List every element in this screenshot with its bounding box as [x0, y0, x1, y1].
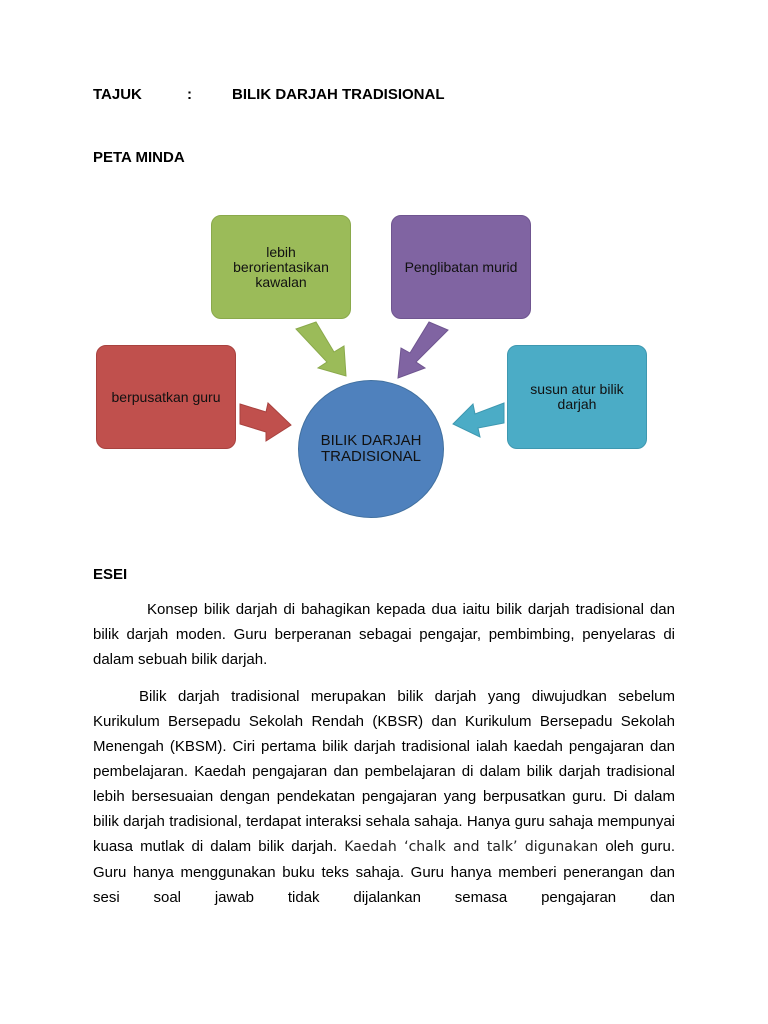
essay-paragraph-2-part-c: oleh guru. Guru hanya menggunakan buku teks sahaja. Guru hanya memberi penerangan dan sesi soal jawab tidak dijalankan semasa pengajaran dan [93, 838, 675, 906]
essay-paragraph-2 [93, 684, 675, 910]
title-label: TAJUK [93, 86, 142, 103]
mindmap-heading: PETA MINDA [93, 149, 185, 166]
arrow-purple [398, 322, 448, 378]
arrow-teal [453, 403, 504, 437]
essay-paragraph-2-part-a: Bilik darjah tradisional merupakan bilik darjah yang diwujudkan sebelum Kurikulum Bersepadu Sekolah Rendah (KBSR) dan Kurikulum Bersepadu Sekolah Menengah (KBSM). Ciri pertama bilik darjah tradisional ialah kaedah pengajaran dan pembelajaran. Kaedah pengajaran dan pembelajaran di dalam bilik darjah tradisional lebih bersesuaian dengan pendekatan pengajaran yang berpusatkan guru. Di dalam bilik darjah tradisional, terdapat interaksi sehala sahaja. Hanya guru sahaja mempunyai kuasa mutlak di dalam bilik darjah. [93, 688, 675, 855]
essay-heading: ESEI [93, 566, 128, 583]
arrow-red [240, 403, 291, 441]
arrow-green [296, 322, 346, 376]
mindmap-node-berpusatkan-guru [96, 345, 236, 449]
essay-paragraph-1: Konsep bilik darjah di bahagikan kepada dua iaitu bilik darjah tradisional dan bilik darjah moden. Guru berperanan sebagai pengajar, pembimbing, penyelaras di dalam sebuah bilik darjah. [93, 601, 675, 668]
title-value: BILIK DARJAH TRADISIONAL [232, 86, 445, 103]
mindmap-node-berpusatkan-guru-text: berpusatkan guru [111, 388, 221, 405]
mindmap-node-susun-atur-text: susun atur bilik darjah [530, 381, 624, 412]
mindmap-center-text: BILIK DARJAH TRADISIONAL [320, 432, 422, 465]
mindmap-center [298, 380, 444, 518]
mindmap-node-penglibatan-text: Penglibatan murid [404, 258, 518, 275]
mindmap-node-kawalan-text: lebih berorientasikan kawalan [233, 243, 329, 290]
mindmap-node-penglibatan [391, 215, 531, 319]
mindmap-node-kawalan [211, 215, 351, 319]
essay-body [93, 597, 675, 922]
title-separator: : [187, 86, 192, 103]
essay-paragraph-2-part-b: Kaedah ‘chalk and talk’ digunakan [344, 839, 599, 855]
mindmap-node-susun-atur [507, 345, 647, 449]
